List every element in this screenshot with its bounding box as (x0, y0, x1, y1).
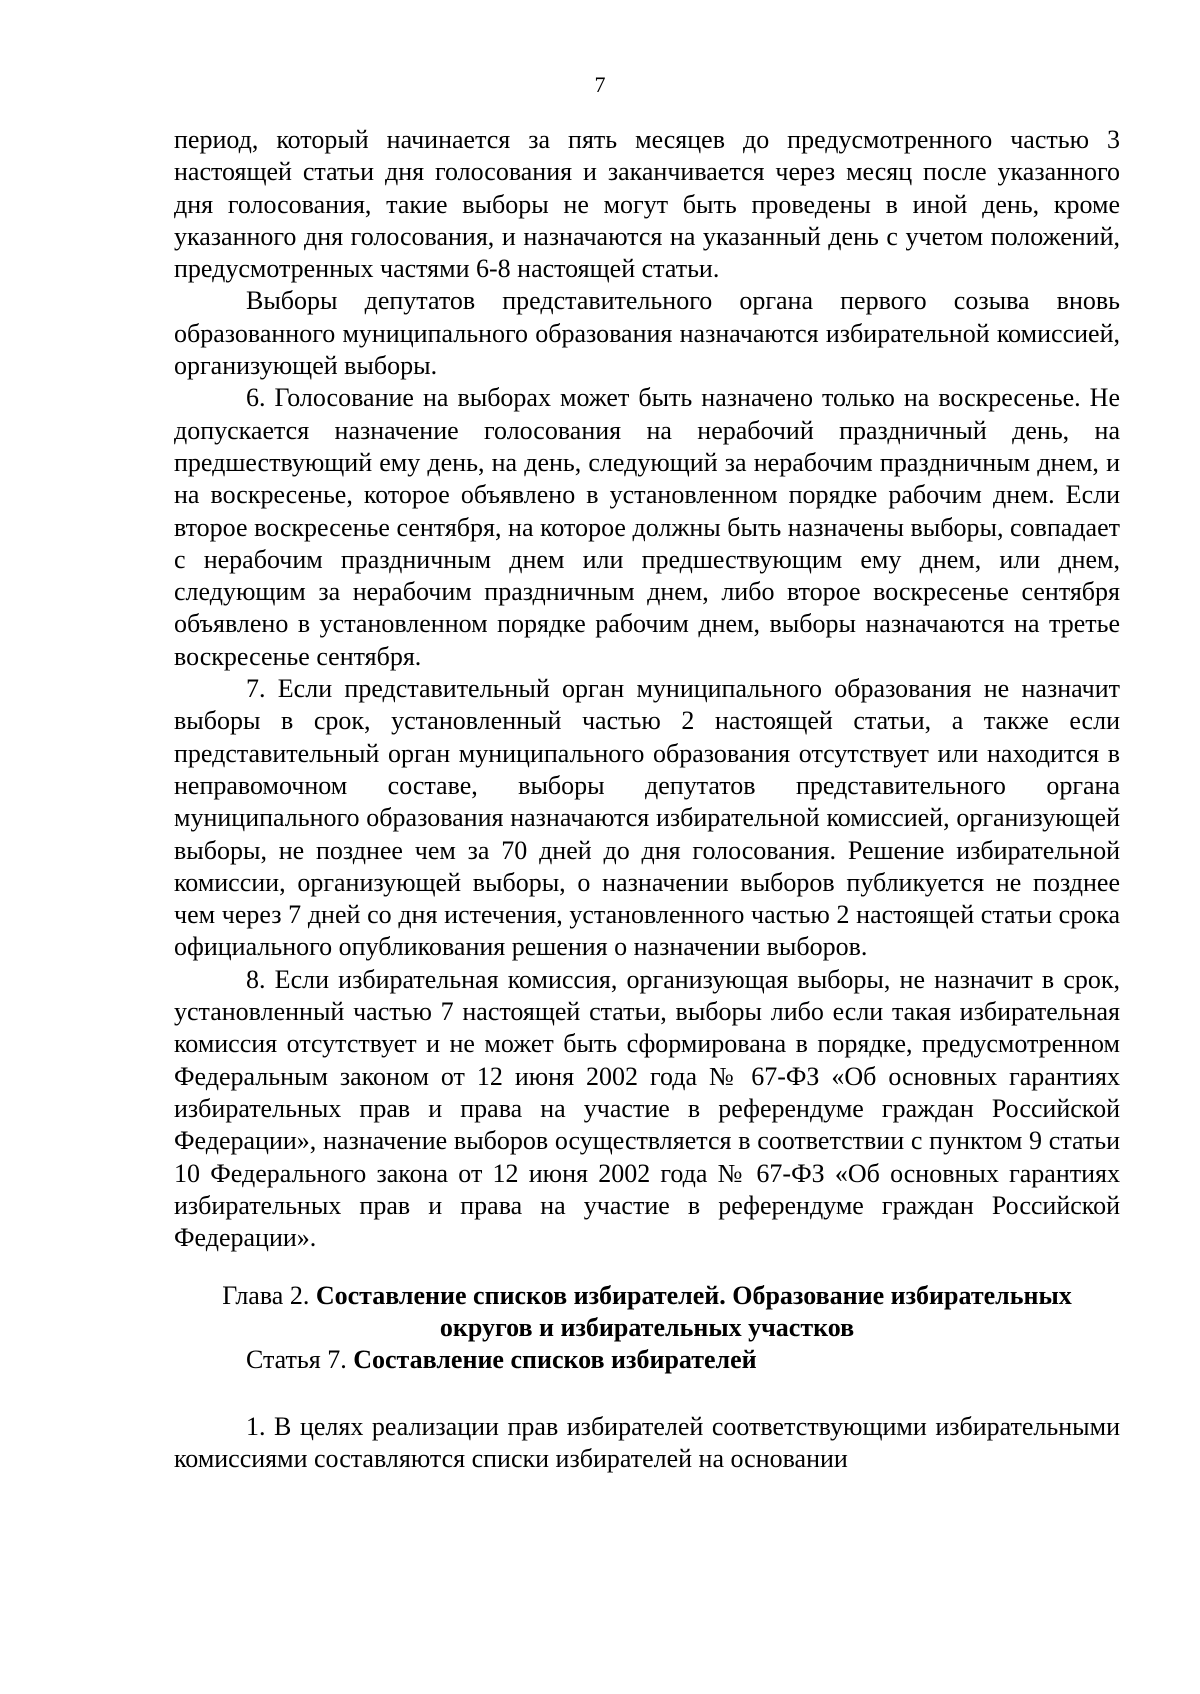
document-body (174, 124, 1120, 1475)
paragraph-continuation: период, который начинается за пять месяцев до предусмотренного частью 3 настоящей статьи дня голосования и заканчивается через месяц после указанного дня голосования, такие выборы не могут быть проведены в иной день, кроме указанного дня голосования, и назначаются на указанный день с учетом положений, предусмотренных частями 6-8 настоящей статьи. (174, 125, 1120, 284)
paragraph-first-convocation: Выборы депутатов представительного органа первого созыва вновь образованного муниципального образования назначаются избирательной комиссией, организующей выборы. (174, 286, 1120, 381)
paragraph-article-7-part-1: 1. В целях реализации прав избирателей соответствующими избирательными комиссиями составляются списки избирателей на основании (174, 1411, 1120, 1473)
chapter-prefix: Глава 2. (222, 1281, 316, 1311)
page-number: 7 (594, 72, 606, 97)
paragraph-part-7: 7. Если представительный орган муниципального образования не назначит выборы в срок, установленный частью 2 настоящей статьи, а также если представительный орган муниципального образования отсутствует или находится в неправомочном составе, выборы депутатов представительного органа муниципального образования назначаются избирательной комиссией, организующей выборы, не позднее чем за 70 дней до дня голосования. Решение избирательной комиссии, организующей выборы, о назначении выборов публикуется не позднее чем через 7 дней со дня истечения, установленного частью 2 настоящей статьи срока официального опубликования решения о назначении выборов. (174, 674, 1120, 962)
chapter-title: Составление списков избирателей. Образование избирательных округов и избирательных участков (315, 1281, 1072, 1343)
article-prefix: Статья 7. (246, 1345, 354, 1375)
chapter-heading (174, 1280, 1120, 1344)
article-title: Составление списков избирателей (353, 1345, 757, 1375)
article-heading (174, 1344, 1120, 1376)
paragraph-part-8: 8. Если избирательная комиссия, организующая выборы, не назначит в срок, установленный частью 7 настоящей статьи, выборы либо если такая избирательная комиссия отсутствует и не может быть сформирована в порядке, предусмотренном Федеральным законом от 12 июня 2002 года № 67-ФЗ «Об основных гарантиях избирательных прав и права на участие в референдуме граждан Российской Федерации», назначение выборов осуществляется в соответствии с пунктом 9 статьи 10 Федерального закона от 12 июня 2002 года № 67-ФЗ «Об основных гарантиях избирательных прав и права на участие в референдуме граждан Российской Федерации». (174, 964, 1120, 1253)
paragraph-part-6: 6. Голосование на выборах может быть назначено только на воскресенье. Не допускается назначение голосования на нерабочий праздничный день, на предшествующий ему день, на день, следующий за нерабочим праздничным днем, и на воскресенье, которое объявлено в установленном порядке рабочим днем. Если второе воскресенье сентября, на которое должны быть назначены выборы, совпадает с нерабочим праздничным днем или предшествующим ему днем, или днем, следующим за нерабочим праздничным днем, либо второе воскресенье сентября объявлено в установленном порядке рабочим днем, выборы назначаются на третье воскресенье сентября. (174, 383, 1120, 671)
